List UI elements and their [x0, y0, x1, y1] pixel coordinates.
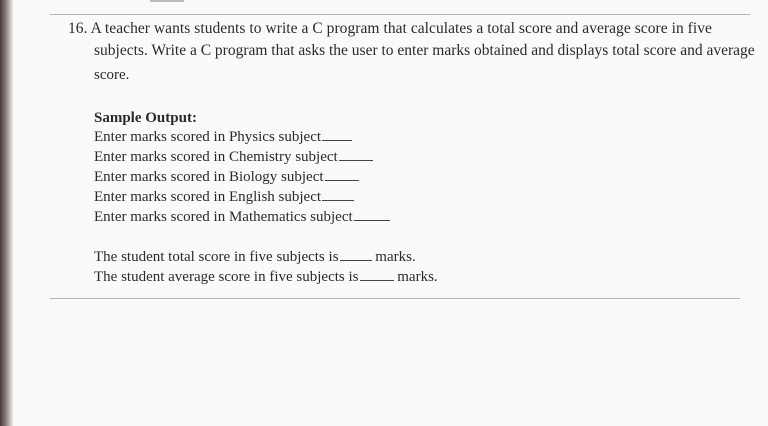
prompt-text: Enter marks scored in Biology subject	[94, 169, 324, 185]
prompt-line	[94, 167, 359, 186]
answer-blank	[325, 167, 359, 181]
answer-blank	[340, 247, 372, 261]
result-line	[94, 247, 416, 266]
prompt-text: Enter marks scored in Physics subject	[94, 129, 322, 145]
answer-blank	[354, 207, 390, 221]
top-edge-mark	[150, 0, 184, 2]
top-divider	[50, 14, 750, 15]
prompt-line	[94, 147, 373, 166]
bottom-divider	[50, 298, 740, 299]
answer-blank	[360, 267, 394, 281]
page-shadow-edge	[0, 0, 14, 426]
prompt-line	[94, 187, 354, 206]
question-number: 16.	[68, 20, 88, 37]
prompt-text: Enter marks scored in Chemistry subject	[94, 149, 338, 165]
result-text: The student average score in five subjects is	[94, 269, 359, 285]
question-line-3: score.	[94, 67, 130, 83]
result-text: The student total score in five subjects is	[94, 249, 339, 265]
question-line-1	[68, 20, 712, 38]
answer-blank	[322, 127, 352, 141]
answer-blank	[339, 147, 373, 161]
question-line-2: subjects. Write a C program that asks the user to enter marks obtained and displays total score and average	[94, 42, 755, 59]
result-unit: marks.	[397, 269, 438, 285]
prompt-line	[94, 207, 390, 226]
sample-output-heading: Sample Output:	[94, 110, 197, 126]
answer-blank	[322, 187, 354, 201]
result-line	[94, 267, 438, 286]
question-text-1: A teacher wants students to write a C program that calculates a total score and average score in five	[90, 20, 712, 37]
prompt-text: Enter marks scored in Mathematics subject	[94, 209, 353, 225]
prompt-text: Enter marks scored in English subject	[94, 189, 322, 205]
result-unit: marks.	[375, 249, 416, 265]
prompt-line	[94, 127, 352, 146]
